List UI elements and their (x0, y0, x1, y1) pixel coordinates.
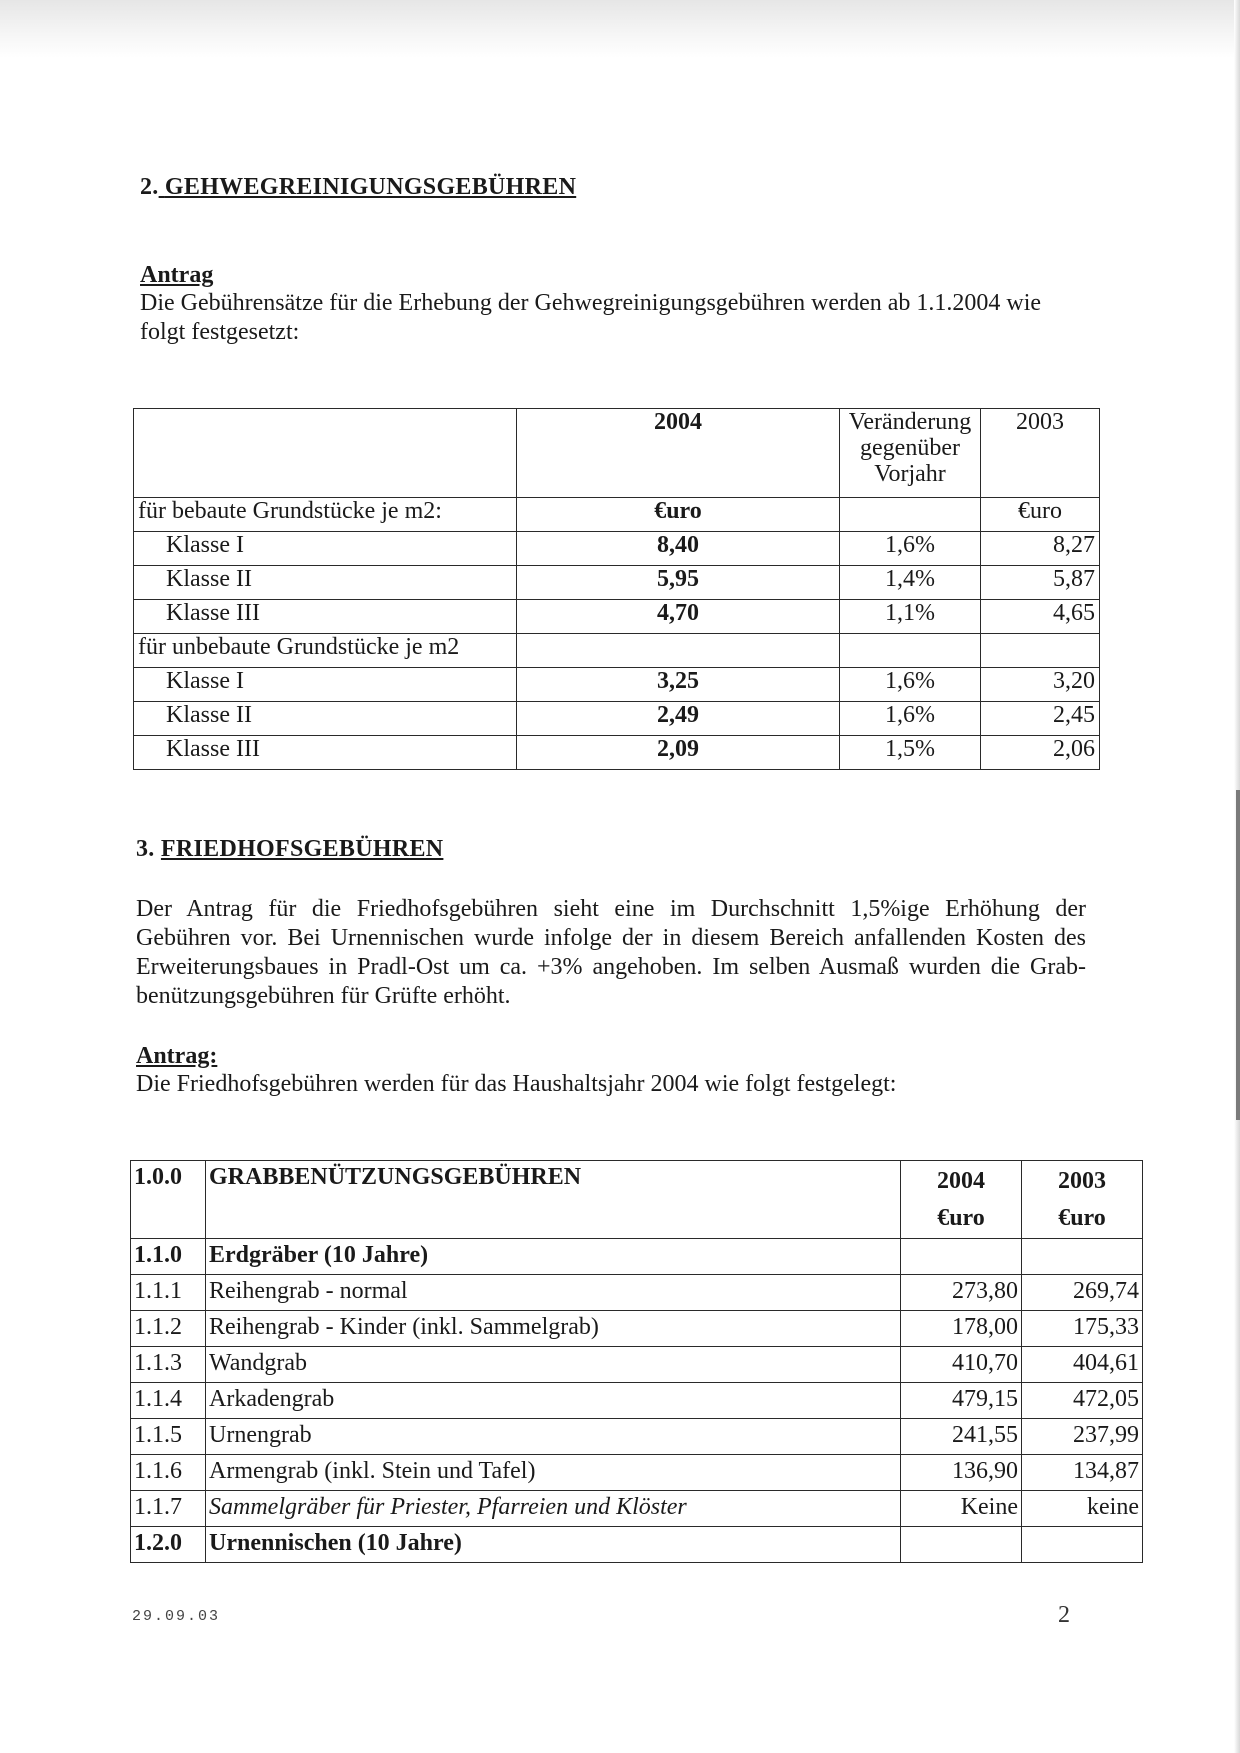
intro-line1: Der Antrag für die Friedhofsgebühren sieht eine im Durchschnitt 1,5%ige Erhöhung der (136, 896, 1086, 922)
header-cell-label (134, 409, 517, 498)
section3-antrag-label: Antrag: (136, 1043, 218, 1069)
table-row (131, 1239, 1143, 1275)
page-number: 2 (1058, 1602, 1070, 1628)
row-code: 1.2.0 (131, 1527, 206, 1563)
row-value-2004: €uro (517, 498, 840, 532)
row-code: 1.1.5 (131, 1419, 206, 1455)
row-value-2003 (1022, 1239, 1143, 1275)
row-label: Urnengrab (206, 1419, 901, 1455)
row-value-2003: keine (1022, 1491, 1143, 1527)
row-value-2003: 472,05 (1022, 1383, 1143, 1419)
row-label: für unbebaute Grundstücke je m2 (134, 634, 517, 668)
section2-antrag-label: Antrag (140, 262, 214, 288)
table-row (134, 634, 1100, 668)
row-value-2003: €uro (981, 498, 1100, 532)
section3-number: 3. (136, 836, 155, 862)
row-value-2004: 8,40 (517, 532, 840, 566)
row-code: 1.1.2 (131, 1311, 206, 1347)
row-value-2004: 241,55 (901, 1419, 1022, 1455)
table-row (134, 702, 1100, 736)
header-cell-2004: 2004 (517, 409, 840, 498)
intro-line2: Gebühren vor. Bei Urnennischen wurde infolge der in diesem Bereich anfallenden Kosten des (136, 925, 1086, 951)
row-value-2004: Keine (901, 1491, 1022, 1527)
footer-date: 29.09.03 (132, 1608, 221, 1625)
row-label: Urnennischen (10 Jahre) (206, 1527, 901, 1563)
row-code: 1.1.1 (131, 1275, 206, 1311)
section2-antrag-text-line1: Die Gebührensätze für die Erhebung der Gehwegreinigungsgebühren werden ab 1.1.2004 wie (140, 290, 1042, 316)
section2-number: 2. (140, 174, 159, 200)
table-row (134, 498, 1100, 532)
row-label: Armengrab (inkl. Stein und Tafel) (206, 1455, 901, 1491)
table-row (131, 1419, 1143, 1455)
header-unit-2004: €uro (937, 1205, 985, 1231)
header-title: GRABBENÜTZUNGSGEBÜHREN (206, 1161, 901, 1239)
table-header-row (134, 409, 1100, 498)
row-value-2003 (981, 634, 1100, 668)
header-change-line1: Veränderung (848, 409, 972, 435)
row-value-2004: 2,49 (517, 702, 840, 736)
row-label: Klasse III (134, 736, 517, 770)
header-cell-change (840, 409, 981, 498)
header-change-line3: Vorjahr (874, 461, 946, 487)
row-label: für bebaute Grundstücke je m2: (134, 498, 517, 532)
row-value-2003: 5,87 (981, 566, 1100, 600)
row-change (840, 498, 981, 532)
row-change: 1,1% (840, 600, 981, 634)
scan-shadow-top (0, 0, 1240, 58)
header-year-2003: 2003 (1058, 1168, 1106, 1194)
row-value-2004 (517, 634, 840, 668)
row-value-2003 (1022, 1527, 1143, 1563)
table-header-row (131, 1161, 1143, 1239)
section3-heading (136, 836, 443, 863)
row-label: Klasse II (134, 566, 517, 600)
table-row (131, 1275, 1143, 1311)
row-label: Reihengrab - Kinder (inkl. Sammelgrab) (206, 1311, 901, 1347)
row-value-2004: 479,15 (901, 1383, 1022, 1419)
row-label: Arkadengrab (206, 1383, 901, 1419)
table-row (134, 566, 1100, 600)
row-value-2003: 404,61 (1022, 1347, 1143, 1383)
row-change (840, 634, 981, 668)
table-row (131, 1455, 1143, 1491)
row-value-2003: 3,20 (981, 668, 1100, 702)
row-value-2003: 4,65 (981, 600, 1100, 634)
table-row (134, 668, 1100, 702)
row-label: Reihengrab - normal (206, 1275, 901, 1311)
header-2003 (1022, 1161, 1143, 1239)
section3-title: FRIEDHOFSGEBÜHREN (160, 836, 444, 862)
intro-line4: benützungsgebühren für Grüfte erhöht. (136, 983, 511, 1009)
row-code: 1.1.4 (131, 1383, 206, 1419)
row-label: Klasse I (134, 668, 517, 702)
row-code: 1.1.6 (131, 1455, 206, 1491)
row-label: Wandgrab (206, 1347, 901, 1383)
row-label: Erdgräber (10 Jahre) (206, 1239, 901, 1275)
row-change: 1,5% (840, 736, 981, 770)
row-code: 1.1.0 (131, 1239, 206, 1275)
row-code: 1.1.7 (131, 1491, 206, 1527)
row-value-2004: 136,90 (901, 1455, 1022, 1491)
row-value-2004 (901, 1527, 1022, 1563)
header-code: 1.0.0 (131, 1161, 206, 1239)
row-value-2004 (901, 1239, 1022, 1275)
row-label: Klasse I (134, 532, 517, 566)
row-value-2004: 273,80 (901, 1275, 1022, 1311)
row-value-2004: 410,70 (901, 1347, 1022, 1383)
row-value-2003: 237,99 (1022, 1419, 1143, 1455)
row-value-2003: 175,33 (1022, 1311, 1143, 1347)
header-year-2004: 2004 (937, 1168, 985, 1194)
intro-line3: Erweiterungsbaues in Pradl-Ost um ca. +3% angehoben. Im selben Ausmaß wurden die Grab- (136, 954, 1086, 980)
section2-title: GEHWEGREINIGUNGSGEBÜHREN (164, 174, 577, 200)
header-cell-2003: 2003 (981, 409, 1100, 498)
row-value-2004: 178,00 (901, 1311, 1022, 1347)
table-row (131, 1347, 1143, 1383)
table-row (134, 532, 1100, 566)
friedhof-fee-table (130, 1160, 1143, 1563)
row-value-2004: 4,70 (517, 600, 840, 634)
section3-intro (136, 895, 1086, 1011)
row-label: Sammelgräber für Priester, Pfarreien und Klöster (206, 1491, 901, 1527)
row-label: Klasse III (134, 600, 517, 634)
row-value-2003: 134,87 (1022, 1455, 1143, 1491)
table-row (134, 600, 1100, 634)
row-change: 1,6% (840, 532, 981, 566)
section3-antrag-text: Die Friedhofsgebühren werden für das Haushaltsjahr 2004 wie folgt festgelegt: (136, 1071, 897, 1097)
row-value-2003: 8,27 (981, 532, 1100, 566)
section2-antrag-block (140, 262, 1041, 347)
row-change: 1,4% (840, 566, 981, 600)
row-change: 1,6% (840, 668, 981, 702)
row-value-2003: 2,45 (981, 702, 1100, 736)
table-row (131, 1383, 1143, 1419)
scan-edge-mark (1236, 790, 1240, 1120)
section2-heading (140, 174, 576, 201)
row-label: Klasse II (134, 702, 517, 736)
gehweg-fee-table (133, 408, 1100, 770)
row-value-2004: 5,95 (517, 566, 840, 600)
table-row (131, 1527, 1143, 1563)
table-row (131, 1311, 1143, 1347)
row-value-2004: 2,09 (517, 736, 840, 770)
row-value-2003: 2,06 (981, 736, 1100, 770)
row-code: 1.1.3 (131, 1347, 206, 1383)
header-change-line2: gegenüber (860, 435, 960, 461)
section2-antrag-text-line2: folgt festgesetzt: (140, 319, 300, 345)
table-row (131, 1491, 1143, 1527)
row-change: 1,6% (840, 702, 981, 736)
section3-antrag-block (136, 1043, 896, 1099)
header-unit-2003: €uro (1058, 1205, 1106, 1231)
row-value-2003: 269,74 (1022, 1275, 1143, 1311)
header-2004 (901, 1161, 1022, 1239)
row-value-2004: 3,25 (517, 668, 840, 702)
table-row (134, 736, 1100, 770)
